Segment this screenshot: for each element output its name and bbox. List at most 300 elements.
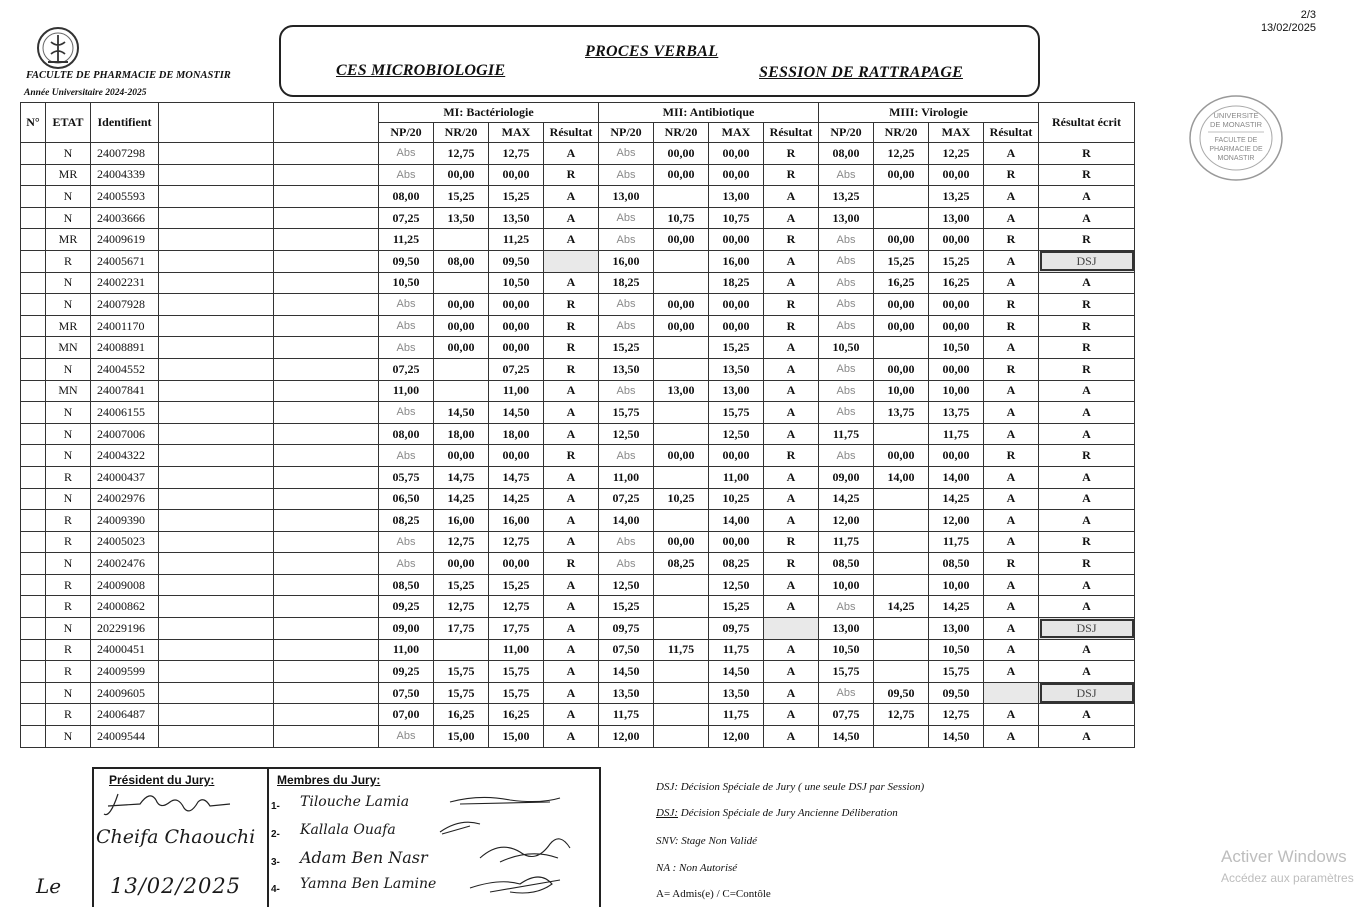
- m1-res-cell: A: [544, 574, 599, 596]
- row-etat: R: [46, 574, 91, 596]
- m2-max: MAX: [709, 123, 764, 143]
- row-blank-2: [274, 488, 379, 510]
- table-row: [21, 639, 1135, 661]
- row-blank-1: [159, 726, 274, 748]
- m1-res-cell: A: [544, 726, 599, 748]
- m1-res-cell: A: [544, 488, 599, 510]
- final-result-cell: DSJ: [1039, 250, 1135, 272]
- m3-max-cell: 16,25: [929, 272, 984, 294]
- row-blank-1: [159, 337, 274, 359]
- m1-max-cell: 09,50: [489, 250, 544, 272]
- m2-np-cell: 11,75: [599, 704, 654, 726]
- m1-nr-cell: 00,00: [434, 337, 489, 359]
- m2-nr-cell: [654, 466, 709, 488]
- m2-np-cell: 13,00: [599, 186, 654, 208]
- table-row: [21, 661, 1135, 683]
- row-etat: N: [46, 682, 91, 704]
- m2-nr-cell: 00,00: [654, 531, 709, 553]
- table-row: [21, 143, 1135, 165]
- stamp-line-3: FACULTE DE: [1214, 137, 1258, 144]
- row-id: 24009544: [91, 726, 159, 748]
- m1-nr-cell: 17,75: [434, 618, 489, 640]
- m1-nr-cell: [434, 229, 489, 251]
- m1-res-cell: A: [544, 704, 599, 726]
- m3-nr-cell: [874, 337, 929, 359]
- row-blank-1: [159, 531, 274, 553]
- table-row: [21, 574, 1135, 596]
- row-blank-2: [274, 337, 379, 359]
- m3-nr-cell: [874, 574, 929, 596]
- table-row: [21, 423, 1135, 445]
- row-etat: N: [46, 272, 91, 294]
- m2-np-cell: Abs: [599, 143, 654, 165]
- m3-nr-cell: 10,00: [874, 380, 929, 402]
- m3-res-cell: R: [984, 445, 1039, 467]
- row-blank-1: [159, 445, 274, 467]
- m2-res-cell: A: [764, 272, 819, 294]
- m1-nr-cell: 15,25: [434, 186, 489, 208]
- m2-np-cell: 18,25: [599, 272, 654, 294]
- m2-res-cell: A: [764, 574, 819, 596]
- m1-nr-cell: [434, 380, 489, 402]
- table-row: [21, 704, 1135, 726]
- row-num: [21, 661, 46, 683]
- legend-na: NA : Non Autorisé: [656, 862, 738, 874]
- row-id: 24009599: [91, 661, 159, 683]
- m1-nr-cell: [434, 639, 489, 661]
- m3-res-cell: A: [984, 661, 1039, 683]
- row-blank-2: [274, 639, 379, 661]
- row-num: [21, 488, 46, 510]
- m2-np-cell: 15,75: [599, 402, 654, 424]
- final-result-cell: R: [1039, 358, 1135, 380]
- row-id: 20229196: [91, 618, 159, 640]
- academic-year: Année Universitaire 2024-2025: [24, 88, 147, 98]
- member-2-name: Kallala Ouafa: [300, 822, 396, 838]
- m3-np-cell: Abs: [819, 315, 874, 337]
- m1-np-cell: 09,50: [379, 250, 434, 272]
- m3-max-cell: 00,00: [929, 445, 984, 467]
- m1-max-cell: 15,75: [489, 682, 544, 704]
- m3-max-cell: 14,00: [929, 466, 984, 488]
- grades-body: [21, 143, 1135, 748]
- row-id: 24000451: [91, 639, 159, 661]
- final-result-cell: A: [1039, 402, 1135, 424]
- m1-nr-cell: 12,75: [434, 143, 489, 165]
- m2-max-cell: 08,25: [709, 553, 764, 575]
- m1-np-cell: 07,00: [379, 704, 434, 726]
- table-row: [21, 596, 1135, 618]
- m2-nr-cell: 00,00: [654, 143, 709, 165]
- m2-nr-cell: [654, 661, 709, 683]
- row-num: [21, 186, 46, 208]
- m1-res-cell: R: [544, 164, 599, 186]
- row-blank-2: [274, 596, 379, 618]
- m2-np-cell: 14,50: [599, 661, 654, 683]
- m1-np-cell: Abs: [379, 164, 434, 186]
- m3-nr-cell: 00,00: [874, 294, 929, 316]
- m3-res-cell: [984, 682, 1039, 704]
- row-blank-1: [159, 553, 274, 575]
- m2-max-cell: 14,00: [709, 510, 764, 532]
- m3-nr-cell: 14,25: [874, 596, 929, 618]
- row-etat: N: [46, 358, 91, 380]
- row-num: [21, 402, 46, 424]
- m1-res-cell: A: [544, 229, 599, 251]
- row-blank-2: [274, 531, 379, 553]
- row-blank-2: [274, 553, 379, 575]
- legend-dsj: DSJ: Décision Spéciale de Jury ( une seule DSJ par Session): [656, 781, 925, 793]
- m1-nr-cell: 14,50: [434, 402, 489, 424]
- m2-max-cell: 13,00: [709, 186, 764, 208]
- row-num: [21, 531, 46, 553]
- stamp-line-4: PHARMACIE DE: [1209, 146, 1263, 153]
- m1-max-cell: 11,25: [489, 229, 544, 251]
- m2-max-cell: 00,00: [709, 229, 764, 251]
- row-id: 24007928: [91, 294, 159, 316]
- row-blank-1: [159, 186, 274, 208]
- m3-nr-cell: [874, 423, 929, 445]
- m1-max-cell: 17,75: [489, 618, 544, 640]
- m2-res-cell: A: [764, 639, 819, 661]
- m3-np-cell: Abs: [819, 250, 874, 272]
- row-num: [21, 445, 46, 467]
- m2-max-cell: 18,25: [709, 272, 764, 294]
- m3-np-cell: Abs: [819, 164, 874, 186]
- row-blank-2: [274, 315, 379, 337]
- m1-nr-cell: 16,00: [434, 510, 489, 532]
- m2-np-cell: Abs: [599, 294, 654, 316]
- m3-np-cell: Abs: [819, 358, 874, 380]
- m3-max-cell: 12,75: [929, 704, 984, 726]
- m2-nr-cell: [654, 250, 709, 272]
- m3-nr-cell: 00,00: [874, 358, 929, 380]
- m2-np-cell: Abs: [599, 445, 654, 467]
- row-etat: N: [46, 553, 91, 575]
- page-info: [1261, 9, 1316, 35]
- table-row: [21, 164, 1135, 186]
- m1-max-cell: 10,50: [489, 272, 544, 294]
- table-row: [21, 402, 1135, 424]
- m3-nr-cell: 16,25: [874, 272, 929, 294]
- m2-np-cell: 11,00: [599, 466, 654, 488]
- m1-res-cell: R: [544, 315, 599, 337]
- m1-max-cell: 00,00: [489, 445, 544, 467]
- m1-max: MAX: [489, 123, 544, 143]
- row-blank-2: [274, 250, 379, 272]
- row-num: [21, 358, 46, 380]
- m3-np-cell: 10,50: [819, 337, 874, 359]
- m1-max-cell: 13,50: [489, 207, 544, 229]
- watermark-line-1: Activer Windows: [1221, 847, 1347, 866]
- row-etat: N: [46, 423, 91, 445]
- table-row: [21, 250, 1135, 272]
- m2-nr-cell: 13,00: [654, 380, 709, 402]
- final-result-cell: DSJ: [1039, 618, 1135, 640]
- m1-res-cell: [544, 250, 599, 272]
- legend-admis: A= Admis(e) / C=Contôle: [656, 888, 771, 900]
- m2-max-cell: 00,00: [709, 315, 764, 337]
- m1-max-cell: 14,75: [489, 466, 544, 488]
- m3-nr-cell: [874, 186, 929, 208]
- table-row: [21, 294, 1135, 316]
- final-result-cell: R: [1039, 143, 1135, 165]
- stamp-line-2: DE MONASTIR: [1209, 120, 1263, 129]
- m1-nr: NR/20: [434, 123, 489, 143]
- final-result-cell: A: [1039, 272, 1135, 294]
- final-result-cell: A: [1039, 207, 1135, 229]
- m2-max-cell: 12,50: [709, 574, 764, 596]
- m2-res-cell: A: [764, 423, 819, 445]
- m3-nr-cell: 12,25: [874, 143, 929, 165]
- row-num: [21, 574, 46, 596]
- m2-res-cell: A: [764, 402, 819, 424]
- m3-res-cell: A: [984, 207, 1039, 229]
- row-blank-2: [274, 510, 379, 532]
- stamp-line-1: UNIVERSITE: [1213, 111, 1259, 120]
- m1-nr-cell: 00,00: [434, 445, 489, 467]
- m1-max-cell: 00,00: [489, 164, 544, 186]
- m1-np-cell: 09,25: [379, 596, 434, 618]
- m1-max-cell: 00,00: [489, 315, 544, 337]
- table-row: [21, 337, 1135, 359]
- col-num: N°: [21, 103, 46, 143]
- m2-max-cell: 15,25: [709, 596, 764, 618]
- row-id: 24006487: [91, 704, 159, 726]
- m2-res: Résultat: [764, 123, 819, 143]
- m1-max-cell: 00,00: [489, 553, 544, 575]
- m3-nr: NR/20: [874, 123, 929, 143]
- row-blank-2: [274, 380, 379, 402]
- m2-res-cell: A: [764, 466, 819, 488]
- m2-nr-cell: 00,00: [654, 229, 709, 251]
- m3-max-cell: 10,00: [929, 380, 984, 402]
- row-num: [21, 423, 46, 445]
- row-blank-1: [159, 661, 274, 683]
- m1-res-cell: R: [544, 337, 599, 359]
- row-etat: N: [46, 402, 91, 424]
- row-id: 24002476: [91, 553, 159, 575]
- m3-max-cell: 10,00: [929, 574, 984, 596]
- m2-res-cell: A: [764, 358, 819, 380]
- m2-max-cell: 14,50: [709, 661, 764, 683]
- row-blank-1: [159, 639, 274, 661]
- table-row: [21, 510, 1135, 532]
- row-blank-1: [159, 294, 274, 316]
- m3-max-cell: 00,00: [929, 229, 984, 251]
- row-blank-1: [159, 229, 274, 251]
- row-id: 24005023: [91, 531, 159, 553]
- m2-np-cell: 13,50: [599, 358, 654, 380]
- m1-res-cell: R: [544, 294, 599, 316]
- m2-res-cell: A: [764, 250, 819, 272]
- m3-res-cell: A: [984, 726, 1039, 748]
- doc-title: PROCES VERBAL: [585, 43, 719, 60]
- m2-res-cell: A: [764, 510, 819, 532]
- m1-max-cell: 11,00: [489, 380, 544, 402]
- m3-max-cell: 15,25: [929, 250, 984, 272]
- m1-nr-cell: [434, 272, 489, 294]
- final-result-cell: A: [1039, 661, 1135, 683]
- row-id: 24007841: [91, 380, 159, 402]
- m1-np-cell: Abs: [379, 402, 434, 424]
- table-row: [21, 272, 1135, 294]
- m1-res-cell: A: [544, 596, 599, 618]
- final-result-cell: A: [1039, 423, 1135, 445]
- m1-max-cell: 15,25: [489, 186, 544, 208]
- row-num: [21, 250, 46, 272]
- m1-np-cell: 07,25: [379, 358, 434, 380]
- m3-res-cell: A: [984, 143, 1039, 165]
- m3-np-cell: Abs: [819, 294, 874, 316]
- m3-np-cell: 13,25: [819, 186, 874, 208]
- m3-max-cell: 00,00: [929, 315, 984, 337]
- m1-np-cell: 05,75: [379, 466, 434, 488]
- m1-max-cell: 14,50: [489, 402, 544, 424]
- row-blank-2: [274, 423, 379, 445]
- m2-nr-cell: [654, 596, 709, 618]
- row-blank-1: [159, 488, 274, 510]
- m2-max-cell: 11,75: [709, 704, 764, 726]
- legend-snv: SNV: Stage Non Validé: [656, 835, 758, 847]
- row-blank-2: [274, 186, 379, 208]
- row-id: 24002976: [91, 488, 159, 510]
- col-blank-1: [159, 103, 274, 143]
- m2-max-cell: 00,00: [709, 294, 764, 316]
- m1-res-cell: A: [544, 380, 599, 402]
- date-prefix: Le: [36, 874, 62, 898]
- m1-res-cell: A: [544, 682, 599, 704]
- m3-res-cell: A: [984, 510, 1039, 532]
- m3-max-cell: 09,50: [929, 682, 984, 704]
- row-num: [21, 510, 46, 532]
- m2-np-cell: 07,50: [599, 639, 654, 661]
- row-etat: N: [46, 488, 91, 510]
- m3-res-cell: A: [984, 531, 1039, 553]
- row-etat: N: [46, 186, 91, 208]
- member-2-num: 2-: [271, 829, 280, 840]
- m2-max-cell: 00,00: [709, 531, 764, 553]
- row-etat: N: [46, 207, 91, 229]
- m2-res-cell: R: [764, 294, 819, 316]
- m1-res-cell: A: [544, 143, 599, 165]
- m1-nr-cell: 18,00: [434, 423, 489, 445]
- m2-max-cell: 16,00: [709, 250, 764, 272]
- row-id: 24009605: [91, 682, 159, 704]
- m1-np-cell: Abs: [379, 445, 434, 467]
- m2-res-cell: A: [764, 207, 819, 229]
- members-signatures: [440, 788, 590, 903]
- m1-max-cell: 15,75: [489, 661, 544, 683]
- table-row: [21, 618, 1135, 640]
- m3-nr-cell: [874, 726, 929, 748]
- legend-dsj-old: [656, 807, 898, 819]
- m3-res-cell: A: [984, 618, 1039, 640]
- row-num: [21, 704, 46, 726]
- m1-max-cell: 00,00: [489, 337, 544, 359]
- m1-nr-cell: 16,25: [434, 704, 489, 726]
- row-blank-1: [159, 315, 274, 337]
- m2-np-cell: 12,50: [599, 423, 654, 445]
- m3-np-cell: 13,00: [819, 207, 874, 229]
- m3-nr-cell: 00,00: [874, 445, 929, 467]
- row-blank-2: [274, 402, 379, 424]
- m1-max-cell: 16,00: [489, 510, 544, 532]
- m2-max-cell: 00,00: [709, 445, 764, 467]
- m1-np-cell: 06,50: [379, 488, 434, 510]
- m3-np-cell: 08,50: [819, 553, 874, 575]
- row-etat: R: [46, 250, 91, 272]
- m2-nr-cell: [654, 358, 709, 380]
- row-blank-1: [159, 704, 274, 726]
- m2-max-cell: 12,50: [709, 423, 764, 445]
- final-result-cell: R: [1039, 229, 1135, 251]
- m2-res-cell: A: [764, 661, 819, 683]
- m3-res-cell: A: [984, 574, 1039, 596]
- row-etat: N: [46, 618, 91, 640]
- row-blank-2: [274, 143, 379, 165]
- m1-nr-cell: 00,00: [434, 315, 489, 337]
- m3-max-cell: 11,75: [929, 531, 984, 553]
- m2-np-cell: Abs: [599, 164, 654, 186]
- final-result-cell: A: [1039, 574, 1135, 596]
- row-etat: R: [46, 704, 91, 726]
- row-id: 24005671: [91, 250, 159, 272]
- m1-np-cell: 07,25: [379, 207, 434, 229]
- m1-np: NP/20: [379, 123, 434, 143]
- row-id: 24004339: [91, 164, 159, 186]
- row-num: [21, 207, 46, 229]
- row-blank-1: [159, 618, 274, 640]
- m3-res-cell: A: [984, 596, 1039, 618]
- m2-nr-cell: [654, 704, 709, 726]
- m1-nr-cell: 15,00: [434, 726, 489, 748]
- m1-res-cell: A: [544, 272, 599, 294]
- member-3-num: 3-: [271, 857, 280, 868]
- faculty-logo-icon: [36, 26, 80, 70]
- m2-max-cell: 10,25: [709, 488, 764, 510]
- m1-max-cell: 00,00: [489, 294, 544, 316]
- members-title: Membres du Jury:: [277, 773, 381, 787]
- m1-res-cell: A: [544, 423, 599, 445]
- row-blank-2: [274, 618, 379, 640]
- m3-max-cell: 13,25: [929, 186, 984, 208]
- m2-max-cell: 15,25: [709, 337, 764, 359]
- m2-res-cell: A: [764, 488, 819, 510]
- m2-np-cell: 15,25: [599, 337, 654, 359]
- row-id: 24007006: [91, 423, 159, 445]
- m3-nr-cell: [874, 510, 929, 532]
- m2-nr-cell: [654, 423, 709, 445]
- m2-max-cell: 13,50: [709, 682, 764, 704]
- final-result-cell: R: [1039, 164, 1135, 186]
- row-blank-1: [159, 574, 274, 596]
- m2-np-cell: 09,75: [599, 618, 654, 640]
- m2-res-cell: A: [764, 186, 819, 208]
- m2-np-cell: Abs: [599, 229, 654, 251]
- watermark-line-2: Accédez aux paramètres: [1221, 871, 1354, 885]
- m1-nr-cell: 15,25: [434, 574, 489, 596]
- m1-np-cell: Abs: [379, 315, 434, 337]
- m2-np-cell: 12,50: [599, 574, 654, 596]
- m1-nr-cell: 14,75: [434, 466, 489, 488]
- m2-res-cell: R: [764, 164, 819, 186]
- m2-nr-cell: 10,25: [654, 488, 709, 510]
- row-etat: R: [46, 466, 91, 488]
- m3-max-cell: 14,25: [929, 488, 984, 510]
- row-id: 24009008: [91, 574, 159, 596]
- m3-nr-cell: 09,50: [874, 682, 929, 704]
